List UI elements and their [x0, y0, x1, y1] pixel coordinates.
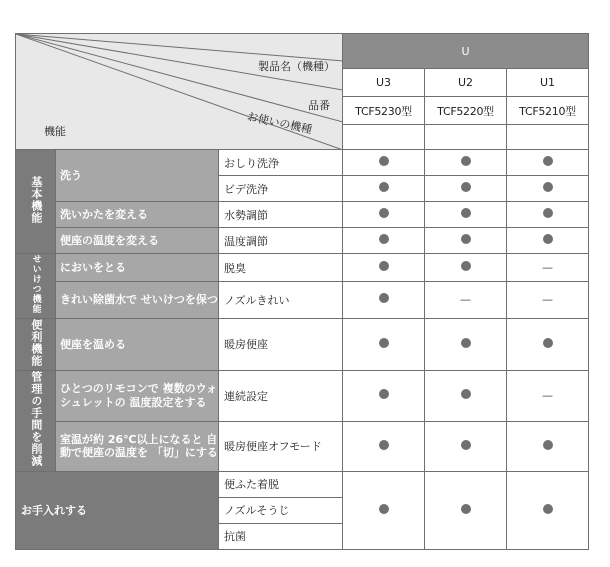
- feature-comparison-table: [15, 33, 589, 550]
- part-number-u1: TCF5210型: [507, 97, 589, 125]
- availability-cell: [343, 228, 425, 254]
- availability-cell: [425, 318, 507, 371]
- feature-name: 暖房便座オフモード: [219, 421, 343, 471]
- feature-name: 暖房便座: [219, 318, 343, 371]
- available-dot: [461, 504, 471, 514]
- available-dot: [379, 504, 389, 514]
- feature-name: ノズルきれい: [219, 282, 343, 319]
- availability-cell: [425, 228, 507, 254]
- availability-cell: [507, 254, 589, 282]
- feature-name: 脱臭: [219, 254, 343, 282]
- available-dot: [543, 208, 553, 218]
- header-corner: [16, 34, 343, 150]
- available-dot: [461, 389, 471, 399]
- series-header: U: [343, 34, 589, 69]
- model-u1: U1: [507, 69, 589, 97]
- availability-cell: [343, 371, 425, 421]
- part-number-label: 品番: [308, 99, 330, 112]
- group-warm: 便座を温める: [56, 318, 219, 371]
- feature-name: 連続設定: [219, 371, 343, 421]
- availability-cell: [425, 202, 507, 228]
- availability-cell: [425, 371, 507, 421]
- available-dot: [461, 338, 471, 348]
- availability-cell: [425, 421, 507, 471]
- available-dot: [461, 156, 471, 166]
- availability-cell: [425, 471, 507, 549]
- available-dot: [543, 338, 553, 348]
- group-seat-temp: 便座の温度を変える: [56, 228, 219, 254]
- feature-name: ノズルそうじ: [219, 497, 343, 523]
- category-convenient: 便利機能: [16, 318, 56, 371]
- group-remote: ひとつのリモコンで 複数のウォシュレットの 温度設定をする: [56, 371, 219, 421]
- feature-name: ビデ洗浄: [219, 176, 343, 202]
- category-basic: 基本機能: [16, 150, 56, 254]
- availability-cell: [343, 421, 425, 471]
- blank-cell: [507, 125, 589, 150]
- availability-cell: [343, 254, 425, 282]
- availability-cell: [507, 471, 589, 549]
- blank-cell: [425, 125, 507, 150]
- group-nozzle-clean: きれい除菌水で せいけつを保つ: [56, 282, 219, 319]
- part-number-u3: TCF5230型: [343, 97, 425, 125]
- blank-cell: [343, 125, 425, 150]
- available-dot: [543, 156, 553, 166]
- available-dot: [543, 440, 553, 450]
- available-dot: [461, 234, 471, 244]
- not-available-dash: —: [460, 293, 472, 307]
- availability-cell: [507, 202, 589, 228]
- availability-cell: [425, 150, 507, 176]
- group-odor: においをとる: [56, 254, 219, 282]
- part-number-u2: TCF5220型: [425, 97, 507, 125]
- availability-cell: [425, 282, 507, 319]
- available-dot: [379, 293, 389, 303]
- feature-name: おしり洗浄: [219, 150, 343, 176]
- availability-cell: [425, 176, 507, 202]
- category-clean: せいけつ機能: [16, 254, 56, 319]
- availability-cell: [425, 254, 507, 282]
- category-manage: 管理の手間を削減: [16, 371, 56, 472]
- product-name-label: 製品名（機種）: [258, 60, 335, 73]
- function-label: 機能: [44, 125, 66, 138]
- availability-cell: [343, 282, 425, 319]
- feature-name: 便ふた着脱: [219, 471, 343, 497]
- available-dot: [461, 182, 471, 192]
- available-dot: [461, 440, 471, 450]
- feature-name: 温度調節: [219, 228, 343, 254]
- available-dot: [379, 440, 389, 450]
- availability-cell: [507, 371, 589, 421]
- available-dot: [379, 156, 389, 166]
- available-dot: [379, 208, 389, 218]
- not-available-dash: —: [542, 293, 554, 307]
- availability-cell: [343, 176, 425, 202]
- available-dot: [379, 261, 389, 271]
- availability-cell: [507, 282, 589, 319]
- available-dot: [543, 504, 553, 514]
- availability-cell: [343, 150, 425, 176]
- availability-cell: [507, 318, 589, 371]
- availability-cell: [343, 471, 425, 549]
- availability-cell: [507, 176, 589, 202]
- available-dot: [379, 338, 389, 348]
- model-u2: U2: [425, 69, 507, 97]
- availability-cell: [343, 202, 425, 228]
- category-care: お手入れする: [16, 471, 219, 549]
- available-dot: [461, 261, 471, 271]
- available-dot: [543, 182, 553, 192]
- group-wash: 洗う: [56, 150, 219, 202]
- available-dot: [379, 389, 389, 399]
- group-wash-style: 洗いかたを変える: [56, 202, 219, 228]
- not-available-dash: —: [542, 389, 554, 403]
- availability-cell: [507, 150, 589, 176]
- available-dot: [543, 234, 553, 244]
- available-dot: [379, 234, 389, 244]
- available-dot: [461, 208, 471, 218]
- available-dot: [379, 182, 389, 192]
- availability-cell: [507, 228, 589, 254]
- model-label: お使いの機種: [245, 109, 314, 137]
- availability-cell: [343, 318, 425, 371]
- not-available-dash: —: [542, 261, 554, 274]
- availability-cell: [507, 421, 589, 471]
- group-auto-off: 室温が約 26℃以上になると 自動で便座の温度を 「切」にする: [56, 421, 219, 471]
- feature-name: 水勢調節: [219, 202, 343, 228]
- feature-name: 抗菌: [219, 523, 343, 549]
- model-u3: U3: [343, 69, 425, 97]
